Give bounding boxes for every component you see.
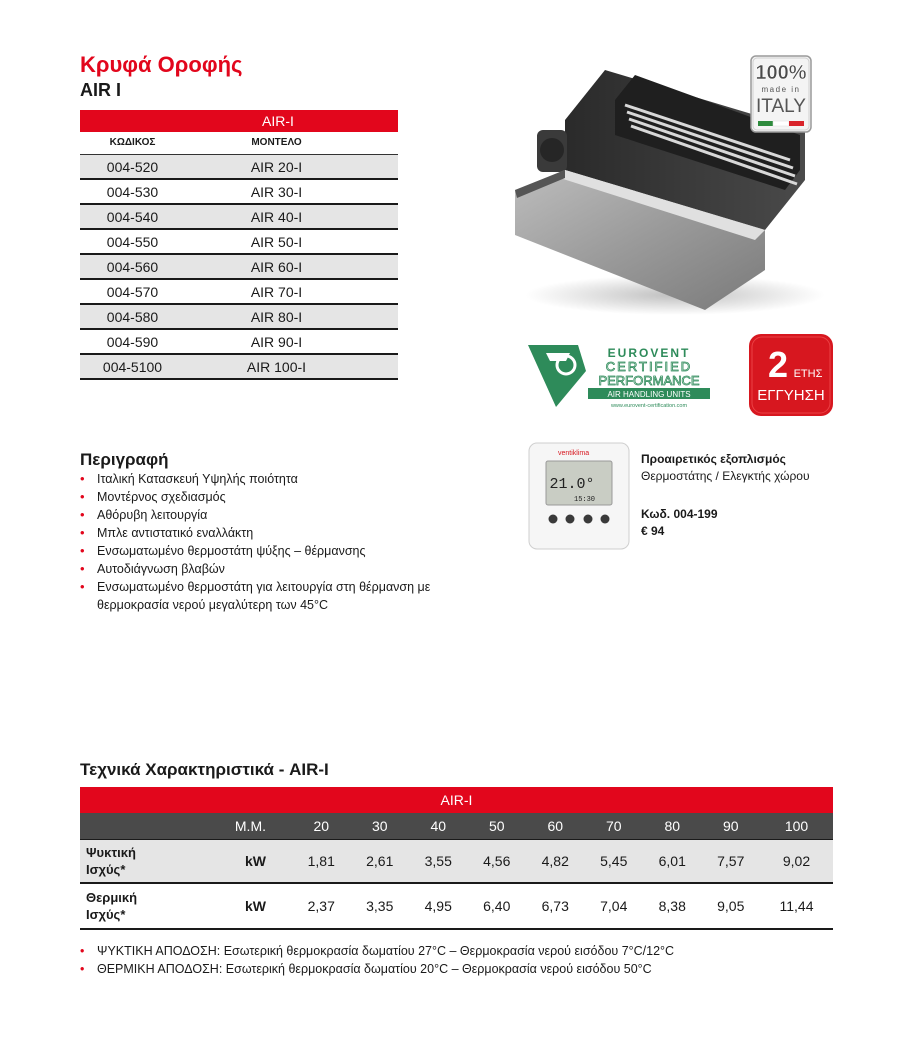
eurovent-line1: EUROVENT bbox=[607, 346, 691, 360]
warranty-number: 2 bbox=[767, 344, 789, 385]
list-item: • Ενσωματωμένο θερμοστάτη για λειτουργία στη θέρμανση με θερμοκρασία νερού μεγαλύτερη των 45°C bbox=[80, 578, 440, 614]
thermostat-brand: ventiklima bbox=[558, 450, 590, 457]
warranty-label: ΕΓΓΥΗΣΗ bbox=[757, 387, 825, 404]
warranty-years: ΕΤΗΣ bbox=[793, 368, 823, 380]
eurovent-line3: PERFORMANCE bbox=[598, 373, 700, 388]
warranty-badge bbox=[748, 333, 834, 417]
made-in-italy-badge bbox=[750, 55, 812, 133]
model-table bbox=[80, 110, 398, 380]
optional-equipment-price: € 94 bbox=[641, 524, 665, 538]
model-cell: AIR 80-I bbox=[250, 309, 303, 325]
technical-heading: Τεχνικά Χαρακτηριστικά - AIR-I bbox=[80, 760, 329, 779]
row-label-line: Θερμική bbox=[86, 890, 138, 905]
value-cell: 2,37 bbox=[292, 883, 351, 929]
thermostat-button-icon bbox=[549, 515, 558, 524]
table-row bbox=[80, 355, 398, 380]
italy-flag-green bbox=[758, 121, 773, 126]
value-cell: 4,82 bbox=[526, 840, 585, 884]
value-cell: 11,44 bbox=[760, 883, 833, 929]
model-cell: AIR 20-I bbox=[250, 159, 303, 175]
code-cell: 004-550 bbox=[106, 234, 159, 250]
value-cell: 8,38 bbox=[643, 883, 702, 929]
row-label bbox=[80, 840, 166, 884]
unit-cell: kW bbox=[166, 883, 292, 929]
footnote: • ΘΕΡΜΙΚΗ ΑΠΟΔΟΣΗ: Εσωτερική θερμοκρασία δωματίου 20°C – Θερμοκρασία νερού εισόδου 50°C bbox=[80, 960, 840, 978]
italy-badge-country: ITALY bbox=[756, 96, 806, 117]
thermostat-button-icon bbox=[601, 515, 610, 524]
value-cell: 6,73 bbox=[526, 883, 585, 929]
size-header: 70 bbox=[585, 813, 644, 840]
code-cell: 004-530 bbox=[106, 184, 159, 200]
thermostat-button-icon bbox=[584, 515, 593, 524]
italy-flag-red bbox=[789, 121, 804, 126]
list-item: • Ενσωματωμένο θερμοστάτη ψύξης – θέρμανσης bbox=[80, 542, 440, 560]
thermostat-display: 21.0° bbox=[549, 476, 595, 493]
column-code: ΚΩΔΙΚΟΣ bbox=[109, 137, 156, 148]
optional-equipment-subtitle: Θερμοστάτης / Ελεγκτής χώρου bbox=[641, 469, 810, 483]
table-row bbox=[80, 883, 833, 929]
value-cell: 6,01 bbox=[643, 840, 702, 884]
code-cell: 004-540 bbox=[106, 209, 159, 225]
italy-badge-madein: made in bbox=[761, 85, 801, 94]
description-heading: Περιγραφή bbox=[80, 450, 169, 469]
model-cell: AIR 60-I bbox=[250, 259, 303, 275]
page-title: Κρυφά Οροφής bbox=[80, 52, 243, 77]
model-cell: AIR 70-I bbox=[250, 284, 303, 300]
value-cell: 9,02 bbox=[760, 840, 833, 884]
value-cell: 4,95 bbox=[409, 883, 468, 929]
value-cell: 3,35 bbox=[351, 883, 410, 929]
model-cell: AIR 50-I bbox=[250, 234, 303, 250]
size-header: 40 bbox=[409, 813, 468, 840]
size-header: 80 bbox=[643, 813, 702, 840]
list-item: • Μπλε αντιστατικό εναλλάκτη bbox=[80, 524, 440, 542]
eurovent-line5: www.eurovent-certification.com bbox=[610, 403, 688, 409]
thermostat-image bbox=[528, 442, 630, 550]
row-label bbox=[80, 883, 166, 929]
eurovent-line2: CERTIFIED bbox=[605, 359, 693, 374]
model-cell: AIR 40-I bbox=[250, 209, 303, 225]
value-cell: 7,57 bbox=[702, 840, 761, 884]
list-item: • Μοντέρνος σχεδιασμός bbox=[80, 488, 440, 506]
table-row bbox=[80, 305, 398, 330]
technical-table-header bbox=[80, 813, 833, 840]
value-cell: 5,45 bbox=[585, 840, 644, 884]
optional-equipment-heading: Προαιρετικός εξοπλισμός bbox=[641, 452, 786, 466]
value-cell: 2,61 bbox=[351, 840, 410, 884]
row-label-line: Ισχύς* bbox=[86, 862, 126, 877]
footnote: • ΨΥΚΤΙΚΗ ΑΠΟΔΟΣΗ: Εσωτερική θερμοκρασία δωματίου 27°C – Θερμοκρασία νερού εισόδου 7°C/12°C bbox=[80, 942, 840, 960]
optional-equipment-code: Κωδ. 004-199 bbox=[641, 507, 718, 521]
list-item: • Αυτοδιάγνωση βλαβών bbox=[80, 560, 440, 578]
size-header: 100 bbox=[760, 813, 833, 840]
table-row bbox=[80, 205, 398, 230]
size-header: 30 bbox=[351, 813, 410, 840]
model-cell: AIR 100-I bbox=[246, 359, 307, 375]
size-header: 90 bbox=[702, 813, 761, 840]
table-row bbox=[80, 280, 398, 305]
technical-table-band bbox=[80, 787, 833, 813]
row-label-line: Ψυκτική bbox=[86, 845, 136, 860]
thermostat-button-icon bbox=[566, 515, 575, 524]
value-cell: 1,81 bbox=[292, 840, 351, 884]
code-cell: 004-5100 bbox=[102, 359, 163, 375]
size-header: 20 bbox=[292, 813, 351, 840]
table-row bbox=[80, 180, 398, 205]
table-row bbox=[80, 840, 833, 884]
eurovent-certification-badge bbox=[526, 343, 712, 409]
value-cell: 9,05 bbox=[702, 883, 761, 929]
code-cell: 004-580 bbox=[106, 309, 159, 325]
italy-flag-white bbox=[773, 121, 789, 126]
unit-header: Μ.Μ. bbox=[166, 813, 292, 840]
size-header: 60 bbox=[526, 813, 585, 840]
model-table-header: AIR-I bbox=[80, 110, 398, 132]
code-cell: 004-590 bbox=[106, 334, 159, 350]
eurovent-line4: AIR HANDLING UNITS bbox=[607, 390, 691, 399]
description-list bbox=[80, 470, 440, 614]
model-table-columns bbox=[80, 132, 398, 155]
list-item: • Ιταλική Κατασκευή Υψηλής ποιότητα bbox=[80, 470, 440, 488]
table-row bbox=[80, 255, 398, 280]
list-item: • Αθόρυβη λειτουργία bbox=[80, 506, 440, 524]
table-row bbox=[80, 330, 398, 355]
value-cell: 4,56 bbox=[468, 840, 527, 884]
code-cell: 004-520 bbox=[106, 159, 159, 175]
technical-table bbox=[80, 787, 833, 930]
value-cell: 6,40 bbox=[468, 883, 527, 929]
model-cell: AIR 30-I bbox=[250, 184, 303, 200]
code-cell: 004-570 bbox=[106, 284, 159, 300]
value-cell: 7,04 bbox=[585, 883, 644, 929]
band-cell: AIR-I bbox=[80, 787, 833, 813]
page-subtitle: AIR I bbox=[80, 80, 122, 100]
footnotes bbox=[80, 942, 840, 978]
model-cell: AIR 90-I bbox=[250, 334, 303, 350]
table-row bbox=[80, 230, 398, 255]
size-header: 50 bbox=[468, 813, 527, 840]
italy-badge-percent: 100% bbox=[755, 62, 807, 84]
column-model: ΜΟΝΤΕΛΟ bbox=[251, 137, 302, 148]
table-row bbox=[80, 155, 398, 180]
code-cell: 004-560 bbox=[106, 259, 159, 275]
unit-cell: kW bbox=[166, 840, 292, 884]
thermostat-time: 15:30 bbox=[574, 496, 596, 504]
row-label-line: Ισχύς* bbox=[86, 907, 126, 922]
value-cell: 3,55 bbox=[409, 840, 468, 884]
